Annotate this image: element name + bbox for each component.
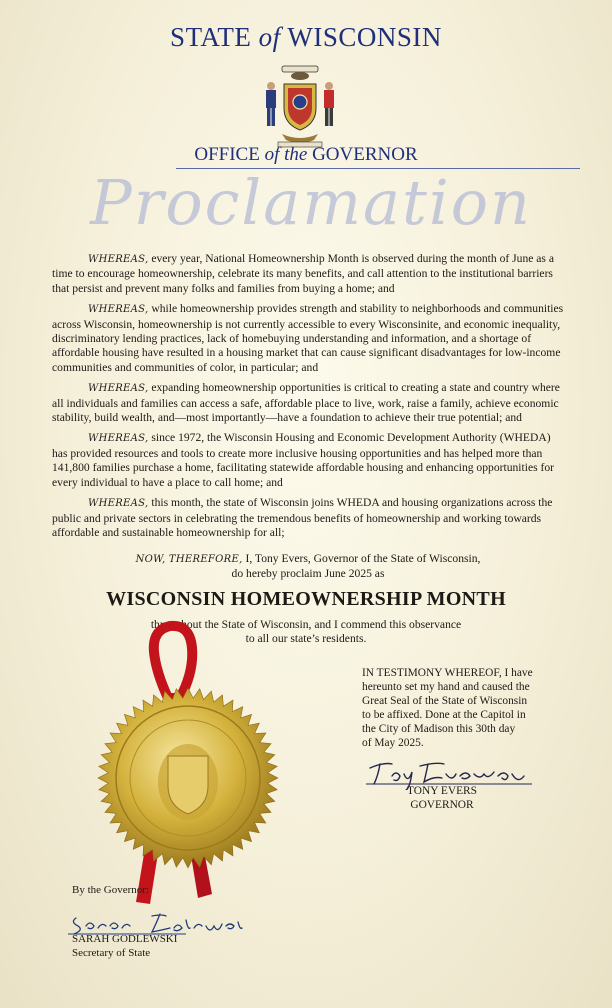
testimony-block xyxy=(362,666,562,750)
proclaim-statement xyxy=(52,552,564,582)
testimony-line: of May 2025. xyxy=(362,737,424,749)
proclaim-text-1: I, Tony Evers, Governor of the State of Wisconsin, xyxy=(245,552,481,565)
governor-name: TONY EVERS xyxy=(407,785,477,797)
whereas-text: since 1972, the Wisconsin Housing and Economic Development Authority (WHEDA) has provided resources and tools to create more inclusive housing opportunities and has helped more than 141,800 families purchase a home, facilitating statewide affordable housing and enhancing opportunities for every individual to have a place to call home; and xyxy=(52,431,555,489)
proclaim-line-1 xyxy=(52,552,564,567)
gold-state-seal-icon xyxy=(96,686,280,870)
governor-title: GOVERNOR xyxy=(410,799,474,811)
office-title-prefix: OFFICE xyxy=(194,144,260,165)
whereas-text: expanding homeownership opportunities is critical to creating a state and country where all individuals and families can access a safe, affordable place to live, work, raise a family, achieve economic stability, build wealth, and—most importantly—have a foundation to achieve their true potential; and xyxy=(52,381,560,425)
proclaim-line-2: do hereby proclaim June 2025 as xyxy=(231,567,385,581)
whereas-lead: WHEREAS, xyxy=(88,498,149,510)
testimony-line: to be affixed. Done at the Capitol in xyxy=(362,709,526,721)
proclamation-heading: WISCONSIN HOMEOWNERSHIP MONTH xyxy=(106,588,506,610)
whereas-lead: WHEREAS, xyxy=(88,304,149,316)
whereas-text: every year, National Homeownership Month is observed during the month of June as a time to encourage homeownership, celebrate its many benefits, and call attention to the institutional barriers that persist and prevent many folks and families from buying a home; and xyxy=(52,252,554,295)
state-title-prefix: STATE xyxy=(170,22,252,52)
secretary-block xyxy=(72,932,177,960)
whereas-lead: WHEREAS, xyxy=(88,433,149,445)
whereas-paragraph-2 xyxy=(52,302,564,375)
office-title-of: of the xyxy=(264,144,308,165)
closing-statement xyxy=(0,618,612,647)
wisconsin-coat-of-arms-icon xyxy=(252,64,348,150)
whereas-paragraph-5 xyxy=(52,496,564,540)
whereas-paragraph-4 xyxy=(52,431,564,490)
whereas-paragraph-1 xyxy=(52,252,564,296)
office-title xyxy=(0,144,612,166)
whereas-lead: WHEREAS, xyxy=(88,383,149,395)
whereas-text: while homeownership provides strength and stability to neighborhoods and communities across Wisconsin, homeownership is not currently accessible to every Wisconsinite, and economic inequality, discriminatory lending practices, lack of homebuying understanding and information, and a shortage of affordable housing have resulted in a housing market that can cause significant disadvantages for low-income communities and communities of color, in particular; and xyxy=(52,302,564,374)
testimony-line: IN TESTIMONY WHEREOF, I have xyxy=(362,667,533,679)
testimony-line: hereunto set my hand and caused the xyxy=(362,681,530,693)
state-title xyxy=(0,22,612,53)
proclaim-lead: NOW, THEREFORE, xyxy=(135,554,243,565)
closing-line-1: throughout the State of Wisconsin, and I commend this observance xyxy=(150,618,462,631)
office-title-name: GOVERNOR xyxy=(312,144,418,165)
secretary-title: Secretary of State xyxy=(72,947,151,959)
governor-block xyxy=(372,784,512,812)
testimony-line: Great Seal of the State of Wisconsin xyxy=(362,695,528,707)
state-title-name: WISCONSIN xyxy=(287,22,442,52)
whereas-paragraph-3 xyxy=(52,381,564,425)
testimony-line: the City of Madison this 30th day xyxy=(362,723,516,735)
whereas-lead: WHEREAS, xyxy=(88,254,149,265)
secretary-name: SARAH GODLEWSKI xyxy=(72,933,178,945)
whereas-text: this month, the state of Wisconsin joins WHEDA and housing organizations across the public and private sectors in celebrating the tremendous benefits of homeownership and working towards affordable and sustainable homeownership for all; xyxy=(52,496,553,539)
closing-line-2: to all our state’s residents. xyxy=(245,632,367,646)
proclamation-watermark: Proclamation xyxy=(90,166,532,239)
proclamation-body xyxy=(52,252,564,546)
by-the-governor-line: By the Governor: xyxy=(72,884,149,896)
state-title-of: of xyxy=(258,22,281,52)
